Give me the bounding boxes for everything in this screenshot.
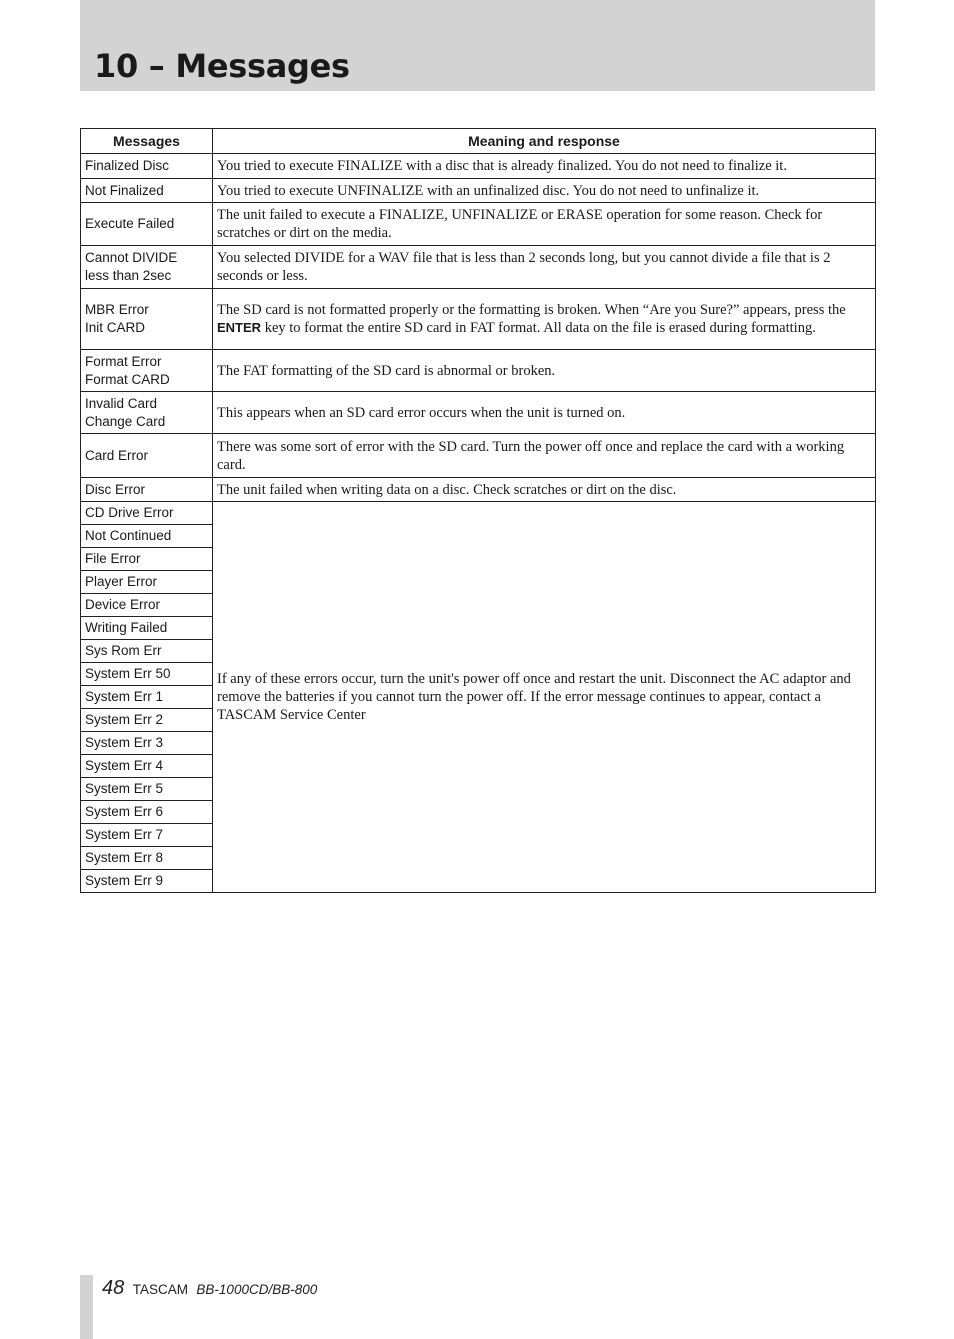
table-row — [81, 154, 876, 179]
meaning-cell: There was some sort of error with the SD card. Turn the power off once and replace the card with a working card. — [213, 434, 876, 478]
table-header-row — [81, 129, 876, 154]
message-name: Change Card — [85, 413, 166, 429]
table-row — [81, 179, 876, 203]
message-cell: System Err 2 — [81, 709, 213, 732]
message-name: Card Error — [85, 447, 149, 463]
message-name: Disc Error — [85, 481, 145, 497]
meaning-cell: You tried to execute UNFINALIZE with an unfinalized disc. You do not need to unfinalize it. — [213, 179, 876, 203]
meaning-text: key to format the entire SD card in FAT format. All data on the file is erased during formatting. — [261, 320, 816, 336]
meaning-cell — [213, 289, 876, 350]
message-cell: Sys Rom Err — [81, 640, 213, 663]
table-row — [81, 478, 876, 502]
table-row — [81, 203, 876, 246]
table-row — [81, 392, 876, 434]
message-cell — [81, 289, 213, 350]
message-name: Format CARD — [85, 371, 170, 387]
meaning-cell: This appears when an SD card error occurs when the unit is turned on. — [213, 392, 876, 434]
message-name: Execute Failed — [85, 216, 175, 231]
message-cell — [81, 350, 213, 392]
message-cell: System Err 4 — [81, 755, 213, 778]
message-cell: System Err 9 — [81, 870, 213, 893]
message-cell: Device Error — [81, 594, 213, 617]
table-row — [81, 350, 876, 392]
message-cell: System Err 7 — [81, 824, 213, 847]
meaning-text: The SD card is not formatted properly or the formatting is broken. When “Are you Sure?” appears, press the — [217, 302, 846, 318]
message-name: Init CARD — [85, 320, 146, 335]
message-cell — [81, 179, 213, 203]
meaning-cell: You tried to execute FINALIZE with a disc that is already finalized. You do not need to finalize it. — [213, 154, 876, 179]
message-name: Not Finalized — [85, 182, 164, 198]
message-cell — [81, 434, 213, 478]
message-name: less than 2sec — [85, 268, 172, 283]
table-row — [81, 246, 876, 289]
message-cell — [81, 246, 213, 289]
messages-table — [80, 128, 876, 893]
message-cell: System Err 5 — [81, 778, 213, 801]
enter-key-label: ENTER — [217, 320, 262, 335]
message-cell: System Err 3 — [81, 732, 213, 755]
meaning-cell: The FAT formatting of the SD card is abnormal or broken. — [213, 350, 876, 392]
column-header-meaning: Meaning and response — [213, 129, 876, 154]
message-name: Format Error — [85, 353, 162, 369]
message-cell — [81, 392, 213, 434]
message-cell: Player Error — [81, 571, 213, 594]
message-cell: System Err 1 — [81, 686, 213, 709]
message-name: Cannot DIVIDE — [85, 250, 178, 265]
meaning-cell: You selected DIVIDE for a WAV file that is less than 2 seconds long, but you cannot divide a file that is 2 seconds or less. — [213, 246, 876, 289]
meaning-cell: The unit failed to execute a FINALIZE, UNFINALIZE or ERASE operation for some reason. Check for scratches or dirt on the media. — [213, 203, 876, 246]
column-header-messages: Messages — [81, 129, 213, 154]
message-cell: Not Continued — [81, 525, 213, 548]
meaning-cell-group: If any of these errors occur, turn the unit's power off once and restart the unit. Disconnect the AC adaptor and remove the batteries if you cannot turn the power off. If the error message continues to appear, contact a TASCAM Service Center — [213, 502, 876, 893]
message-cell — [81, 203, 213, 246]
message-cell: File Error — [81, 548, 213, 571]
meaning-cell: The unit failed when writing data on a disc. Check scratches or dirt on the disc. — [213, 478, 876, 502]
message-cell: System Err 6 — [81, 801, 213, 824]
message-cell: Writing Failed — [81, 617, 213, 640]
page-number: 48 — [102, 1277, 125, 1299]
table-row — [81, 434, 876, 478]
message-cell: System Err 8 — [81, 847, 213, 870]
message-name: Finalized Disc — [85, 158, 170, 173]
brand-name: TASCAM — [132, 1282, 188, 1297]
message-name: Invalid Card — [85, 395, 158, 411]
message-name: MBR Error — [85, 302, 149, 317]
page-title: 10 – Messages — [94, 47, 350, 85]
message-cell — [81, 478, 213, 502]
message-cell — [81, 154, 213, 179]
message-cell: System Err 50 — [81, 663, 213, 686]
model-name: BB-1000CD/BB-800 — [196, 1282, 318, 1297]
message-cell: CD Drive Error — [81, 502, 213, 525]
page-footer — [102, 1277, 317, 1300]
footer-bar — [80, 1275, 93, 1339]
table-row — [81, 502, 876, 525]
table-row — [81, 289, 876, 350]
